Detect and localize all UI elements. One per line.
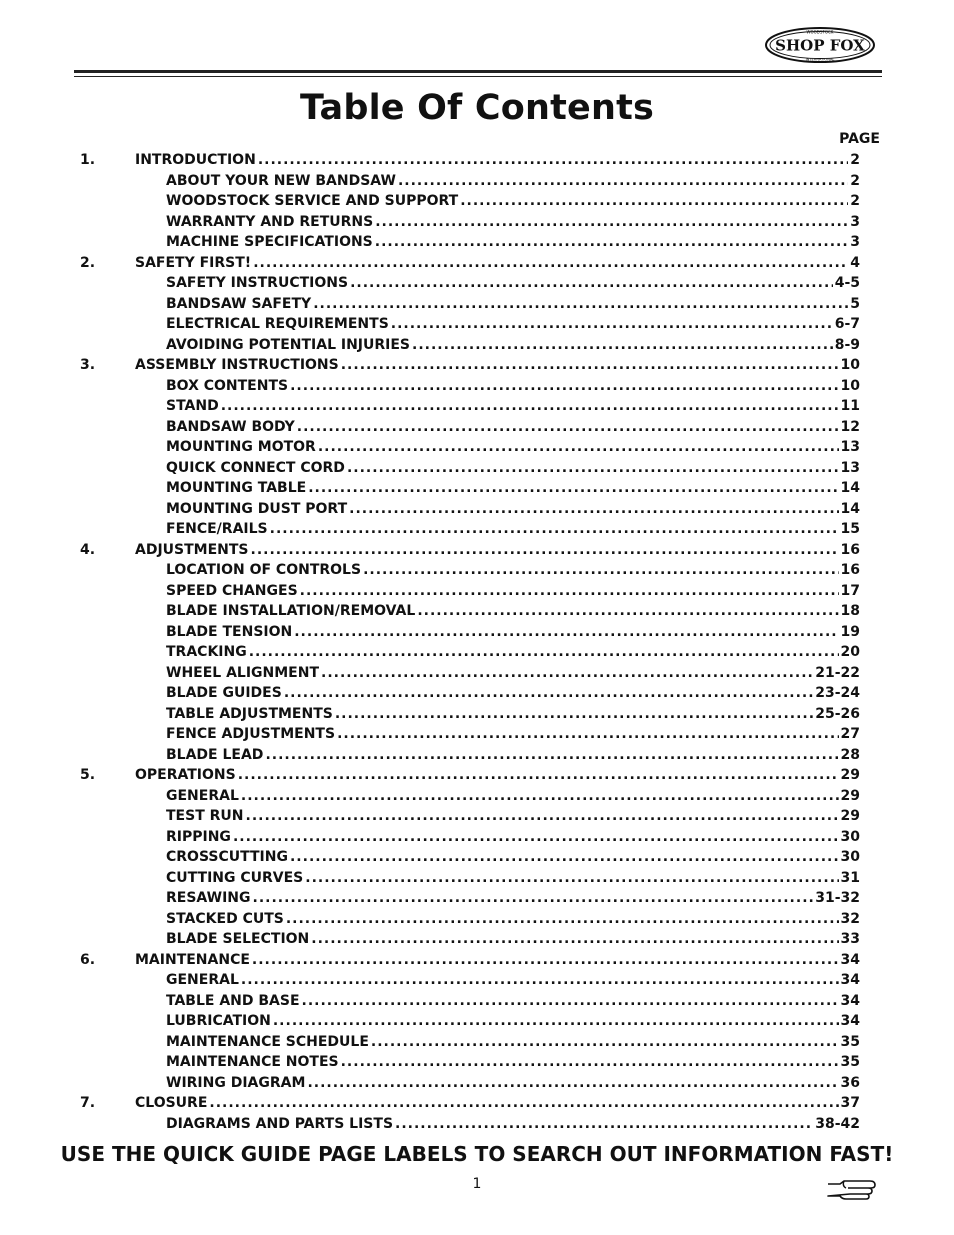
toc-page-number: 23-24 xyxy=(815,685,860,701)
toc-subsection-row xyxy=(0,806,954,826)
toc-entry-label: BLADE GUIDES xyxy=(166,685,282,701)
toc-entry xyxy=(166,396,860,416)
toc-entry xyxy=(166,888,860,908)
toc-page-number: 29 xyxy=(840,787,860,804)
toc-entry xyxy=(166,1032,860,1052)
toc-leader-dots xyxy=(209,1093,838,1113)
toc-leader-dots xyxy=(302,991,839,1011)
toc-page-number: 36 xyxy=(840,1074,860,1091)
toc-leader-dots xyxy=(233,827,839,847)
toc-entry xyxy=(135,765,860,785)
toc-entry-label: BLADE TENSION xyxy=(166,623,293,640)
toc-page-number: 21-22 xyxy=(815,664,860,681)
toc-leader-dots xyxy=(341,1052,839,1072)
toc-leader-dots xyxy=(308,478,838,498)
toc-entry-label: STACKED CUTS xyxy=(166,910,284,927)
toc-entry-label: ELECTRICAL REQUIREMENTS xyxy=(166,316,389,332)
toc-section-number: 2. xyxy=(80,254,96,271)
toc-entry xyxy=(135,150,860,170)
toc-entry xyxy=(166,663,860,683)
toc-entry-label: CUTTING CURVES xyxy=(166,869,304,886)
toc-subsection-row xyxy=(0,991,954,1011)
toc-page-number: 33 xyxy=(840,931,860,947)
toc-page-number: 35 xyxy=(840,1033,860,1050)
toc-leader-dots xyxy=(412,335,833,355)
toc-leader-dots xyxy=(318,437,839,457)
toc-entry xyxy=(135,1093,860,1113)
toc-entry-label: BOX CONTENTS xyxy=(166,377,289,394)
toc-entry xyxy=(166,1073,860,1093)
toc-entry xyxy=(166,581,860,601)
toc-page-number: 16 xyxy=(840,541,860,558)
toc-leader-dots xyxy=(297,417,839,437)
toc-subsection-row xyxy=(0,294,954,314)
toc-entry xyxy=(166,724,860,744)
toc-entry-label: TEST RUN xyxy=(166,808,244,824)
toc-subsection-row xyxy=(0,171,954,191)
toc-page-number: 14 xyxy=(840,500,860,517)
toc-page-number: 18 xyxy=(840,603,860,619)
toc-entry xyxy=(166,642,860,662)
toc-entry xyxy=(166,294,860,314)
toc-entry xyxy=(166,314,860,334)
toc-page-number: 34 xyxy=(840,1013,860,1029)
toc-subsection-row xyxy=(0,663,954,683)
header-rule-thin xyxy=(74,76,882,77)
toc-leader-dots xyxy=(284,683,813,703)
toc-section-row xyxy=(0,253,954,273)
toc-page-number: 29 xyxy=(840,767,860,783)
toc-entry xyxy=(166,847,860,867)
toc-entry-label: WARRANTY AND RETURNS xyxy=(166,213,374,230)
toc-subsection-row xyxy=(0,642,954,662)
toc-entry-label: TABLE ADJUSTMENTS xyxy=(166,705,333,722)
toc-entry xyxy=(166,1052,860,1072)
toc-entry-label: MAINTENANCE SCHEDULE xyxy=(166,1033,369,1050)
toc-leader-dots xyxy=(395,1114,813,1134)
toc-page-number: 34 xyxy=(840,992,860,1009)
toc-subsection-row xyxy=(0,1114,954,1134)
toc-entry-label: BLADE LEAD xyxy=(166,746,264,763)
toc-entry xyxy=(166,1114,860,1134)
toc-entry xyxy=(166,560,860,580)
toc-entry xyxy=(166,519,860,539)
toc-entry-label: WIRING DIAGRAM xyxy=(166,1074,306,1091)
toc-page-number: 32 xyxy=(840,910,860,927)
toc-page-number: 20 xyxy=(840,644,860,660)
toc-page-number: 5 xyxy=(850,295,860,312)
toc-leader-dots xyxy=(238,765,839,785)
toc-leader-dots xyxy=(391,314,833,334)
toc-leader-dots xyxy=(241,786,839,806)
toc-subsection-row xyxy=(0,560,954,580)
shop-fox-logo xyxy=(764,26,876,64)
page-column-header: PAGE xyxy=(839,131,880,147)
toc-section-number: 1. xyxy=(80,152,96,168)
toc-subsection-row xyxy=(0,314,954,334)
toc-entry xyxy=(135,950,860,970)
toc-leader-dots xyxy=(335,704,813,724)
page-number: 1 xyxy=(472,1176,482,1192)
toc-subsection-row xyxy=(0,417,954,437)
toc-leader-dots xyxy=(363,560,838,580)
toc-subsection-row xyxy=(0,191,954,211)
toc-section-row xyxy=(0,355,954,375)
toc-page-number: 31 xyxy=(840,869,860,886)
toc-subsection-row xyxy=(0,232,954,252)
toc-leader-dots xyxy=(341,355,839,375)
pointing-hand-icon xyxy=(826,1178,878,1202)
toc-subsection-row xyxy=(0,1052,954,1072)
toc-subsection-row xyxy=(0,1032,954,1052)
toc-page-number: 13 xyxy=(840,459,860,476)
toc-leader-dots xyxy=(265,745,838,765)
toc-leader-dots xyxy=(375,212,848,232)
toc-page-number: 15 xyxy=(840,521,860,537)
toc-page-number: 12 xyxy=(840,418,860,435)
toc-leader-dots xyxy=(286,909,839,929)
toc-page-number: 38-42 xyxy=(815,1115,860,1132)
toc-subsection-row xyxy=(0,335,954,355)
logo-ring-top: WOODSTOCK xyxy=(806,29,834,35)
toc-subsection-row xyxy=(0,909,954,929)
toc-page-number: 10 xyxy=(840,357,860,373)
toc-page-number: 28 xyxy=(840,746,860,763)
toc-entry xyxy=(166,273,860,293)
toc-subsection-row xyxy=(0,622,954,642)
toc-section-row xyxy=(0,540,954,560)
toc-entry xyxy=(166,417,860,437)
toc-entry xyxy=(166,622,860,642)
toc-subsection-row xyxy=(0,868,954,888)
toc-subsection-row xyxy=(0,1011,954,1031)
toc-page-number: 16 xyxy=(840,562,860,578)
toc-page-number: 30 xyxy=(840,849,860,865)
toc-entry-label: MOUNTING TABLE xyxy=(166,480,307,496)
toc-page-number: 34 xyxy=(840,951,860,968)
page-title: Table Of Contents xyxy=(299,88,655,128)
toc-entry xyxy=(135,540,860,560)
toc-entry xyxy=(166,191,860,211)
toc-subsection-row xyxy=(0,437,954,457)
toc-entry-label: SAFETY INSTRUCTIONS xyxy=(166,275,349,291)
toc-subsection-row xyxy=(0,745,954,765)
toc-entry xyxy=(166,683,860,703)
toc-entry-label: BLADE SELECTION xyxy=(166,931,310,947)
toc-page-number: 4-5 xyxy=(834,275,860,291)
toc-entry-label: ADJUSTMENTS xyxy=(135,541,249,558)
toc-leader-dots xyxy=(300,581,839,601)
toc-leader-dots xyxy=(417,601,838,621)
toc-page-number: 2 xyxy=(850,193,860,209)
toc-leader-dots xyxy=(349,499,838,519)
toc-page-number: 6-7 xyxy=(834,316,860,332)
toc-entry-label: FENCE ADJUSTMENTS xyxy=(166,726,336,742)
toc-entry-label: GENERAL xyxy=(166,972,239,988)
toc-page-number: 30 xyxy=(840,828,860,845)
toc-subsection-row xyxy=(0,847,954,867)
quick-guide-note: USE THE QUICK GUIDE PAGE LABELS TO SEARCH OUT INFORMATION FAST! xyxy=(60,1142,894,1166)
toc-leader-dots xyxy=(347,458,839,478)
toc-subsection-row xyxy=(0,724,954,744)
toc-entry-label: SAFETY FIRST! xyxy=(135,254,252,271)
toc-leader-dots xyxy=(321,663,813,683)
toc-subsection-row xyxy=(0,273,954,293)
toc-entry xyxy=(166,499,860,519)
toc-entry xyxy=(166,704,860,724)
toc-section-row xyxy=(0,765,954,785)
toc-entry xyxy=(166,827,860,847)
toc-entry-label: WHEEL ALIGNMENT xyxy=(166,664,320,681)
toc-leader-dots xyxy=(253,253,848,273)
toc-entry xyxy=(166,786,860,806)
toc-entry-label: TABLE AND BASE xyxy=(166,992,300,1009)
toc-page-number: 29 xyxy=(840,808,860,824)
toc-entry-label: MACHINE SPECIFICATIONS xyxy=(166,234,373,250)
toc-entry xyxy=(166,909,860,929)
toc-entry xyxy=(166,745,860,765)
toc-entry-label: ABOUT YOUR NEW BANDSAW xyxy=(166,172,396,189)
toc-entry xyxy=(166,437,860,457)
toc-entry xyxy=(135,253,860,273)
toc-entry xyxy=(166,458,860,478)
toc-entry-label: DIAGRAMS AND PARTS LISTS xyxy=(166,1115,394,1132)
toc-page-number: 2 xyxy=(850,152,860,168)
toc-section-row xyxy=(0,950,954,970)
toc-page-number: 2 xyxy=(850,172,860,189)
toc-section-number: 4. xyxy=(80,541,96,558)
toc-leader-dots xyxy=(273,1011,839,1031)
toc-entry-label: ASSEMBLY INSTRUCTIONS xyxy=(135,357,339,373)
toc-entry-label: QUICK CONNECT CORD xyxy=(166,459,345,476)
toc-entry-label: GENERAL xyxy=(166,787,239,804)
toc-subsection-row xyxy=(0,519,954,539)
toc-entry-label: RESAWING xyxy=(166,890,251,906)
toc-entry xyxy=(166,970,860,990)
toc-leader-dots xyxy=(290,847,839,867)
toc-leader-dots xyxy=(294,622,838,642)
toc-page-number: 27 xyxy=(840,726,860,742)
toc-entry-label: MOUNTING DUST PORT xyxy=(166,500,348,517)
toc-subsection-row xyxy=(0,601,954,621)
toc-entry-label: CLOSURE xyxy=(135,1095,208,1111)
toc-leader-dots xyxy=(307,1073,838,1093)
toc-leader-dots xyxy=(311,929,838,949)
toc-entry xyxy=(166,335,860,355)
toc-subsection-row xyxy=(0,970,954,990)
toc-entry xyxy=(166,171,860,191)
toc-page-number: 25-26 xyxy=(815,705,860,722)
toc-entry-label: RIPPING xyxy=(166,828,231,845)
toc-leader-dots xyxy=(313,294,848,314)
toc-subsection-row xyxy=(0,499,954,519)
toc-subsection-row xyxy=(0,683,954,703)
toc-page-number: 10 xyxy=(840,377,860,394)
toc-entry xyxy=(166,868,860,888)
header-rule-thick xyxy=(74,70,882,73)
toc-leader-dots xyxy=(246,806,839,826)
toc-section-number: 3. xyxy=(80,357,96,373)
toc-page-number: 4 xyxy=(850,254,860,271)
toc-leader-dots xyxy=(270,519,839,539)
toc-entry-label: WOODSTOCK SERVICE AND SUPPORT xyxy=(166,193,459,209)
toc-entry-label: CROSSCUTTING xyxy=(166,849,288,865)
toc-entry xyxy=(166,601,860,621)
toc-leader-dots xyxy=(221,396,839,416)
toc-entry-label: BANDSAW SAFETY xyxy=(166,295,312,312)
toc-entry-label: MAINTENANCE xyxy=(135,951,250,968)
toc-entry-label: MOUNTING MOTOR xyxy=(166,439,316,455)
toc-leader-dots xyxy=(251,540,839,560)
toc-leader-dots xyxy=(290,376,838,396)
toc-entry-label: AVOIDING POTENTIAL INJURIES xyxy=(166,336,411,353)
toc-subsection-row xyxy=(0,827,954,847)
toc-entry-label: STAND xyxy=(166,398,219,414)
toc-entry xyxy=(166,232,860,252)
toc-subsection-row xyxy=(0,212,954,232)
toc-entry-label: MAINTENANCE NOTES xyxy=(166,1054,339,1070)
toc-section-number: 7. xyxy=(80,1095,96,1111)
toc-page-number: 3 xyxy=(850,234,860,250)
toc-leader-dots xyxy=(375,232,848,252)
toc-subsection-row xyxy=(0,888,954,908)
toc-subsection-row xyxy=(0,478,954,498)
toc-subsection-row xyxy=(0,581,954,601)
toc-page-number: 35 xyxy=(840,1054,860,1070)
toc-entry-label: LOCATION OF CONTROLS xyxy=(166,562,362,578)
toc-page-number: 31-32 xyxy=(815,890,860,906)
toc-entry xyxy=(166,1011,860,1031)
toc-page-number: 14 xyxy=(840,480,860,496)
toc-subsection-row xyxy=(0,458,954,478)
toc-page-number: 19 xyxy=(840,623,860,640)
toc-subsection-row xyxy=(0,396,954,416)
toc-leader-dots xyxy=(241,970,839,990)
toc-section-number: 5. xyxy=(80,767,96,783)
toc-entry xyxy=(166,929,860,949)
toc-subsection-row xyxy=(0,786,954,806)
toc-page-number: 11 xyxy=(840,398,860,414)
toc-leader-dots xyxy=(371,1032,839,1052)
toc-section-row xyxy=(0,150,954,170)
toc-subsection-row xyxy=(0,704,954,724)
toc-leader-dots xyxy=(252,950,839,970)
toc-entry xyxy=(166,212,860,232)
toc-page-number: 34 xyxy=(840,972,860,988)
toc-leader-dots xyxy=(253,888,814,908)
logo-ring-bottom: INTERNATIONAL xyxy=(805,57,835,62)
toc-leader-dots xyxy=(337,724,838,744)
toc-entry xyxy=(166,478,860,498)
toc-entry-label: BANDSAW BODY xyxy=(166,418,295,435)
toc-leader-dots xyxy=(398,171,848,191)
toc-entry-label: BLADE INSTALLATION/REMOVAL xyxy=(166,603,416,619)
toc-section-number: 6. xyxy=(80,951,96,968)
toc-leader-dots xyxy=(350,273,833,293)
toc-entry xyxy=(166,376,860,396)
toc-page-number: 37 xyxy=(840,1095,860,1111)
logo-text: SHOP FOX xyxy=(775,36,865,55)
toc-page-number: 17 xyxy=(840,582,860,599)
toc-entry xyxy=(135,355,860,375)
toc-subsection-row xyxy=(0,1073,954,1093)
toc-entry-label: LUBRICATION xyxy=(166,1013,271,1029)
toc-entry-label: INTRODUCTION xyxy=(135,152,256,168)
toc-leader-dots xyxy=(258,150,848,170)
toc-entry xyxy=(166,991,860,1011)
toc-entry-label: FENCE/RAILS xyxy=(166,521,268,537)
toc-leader-dots xyxy=(460,191,848,211)
toc-leader-dots xyxy=(305,868,838,888)
toc-leader-dots xyxy=(249,642,839,662)
toc-entry-label: SPEED CHANGES xyxy=(166,582,298,599)
toc-entry-label: OPERATIONS xyxy=(135,767,236,783)
toc-section-row xyxy=(0,1093,954,1113)
toc-page-number: 8-9 xyxy=(834,336,860,353)
toc-page-number: 13 xyxy=(840,439,860,455)
toc-page-number: 3 xyxy=(850,213,860,230)
toc-subsection-row xyxy=(0,376,954,396)
toc-subsection-row xyxy=(0,929,954,949)
toc-entry-label: TRACKING xyxy=(166,644,247,660)
toc-entry xyxy=(166,806,860,826)
